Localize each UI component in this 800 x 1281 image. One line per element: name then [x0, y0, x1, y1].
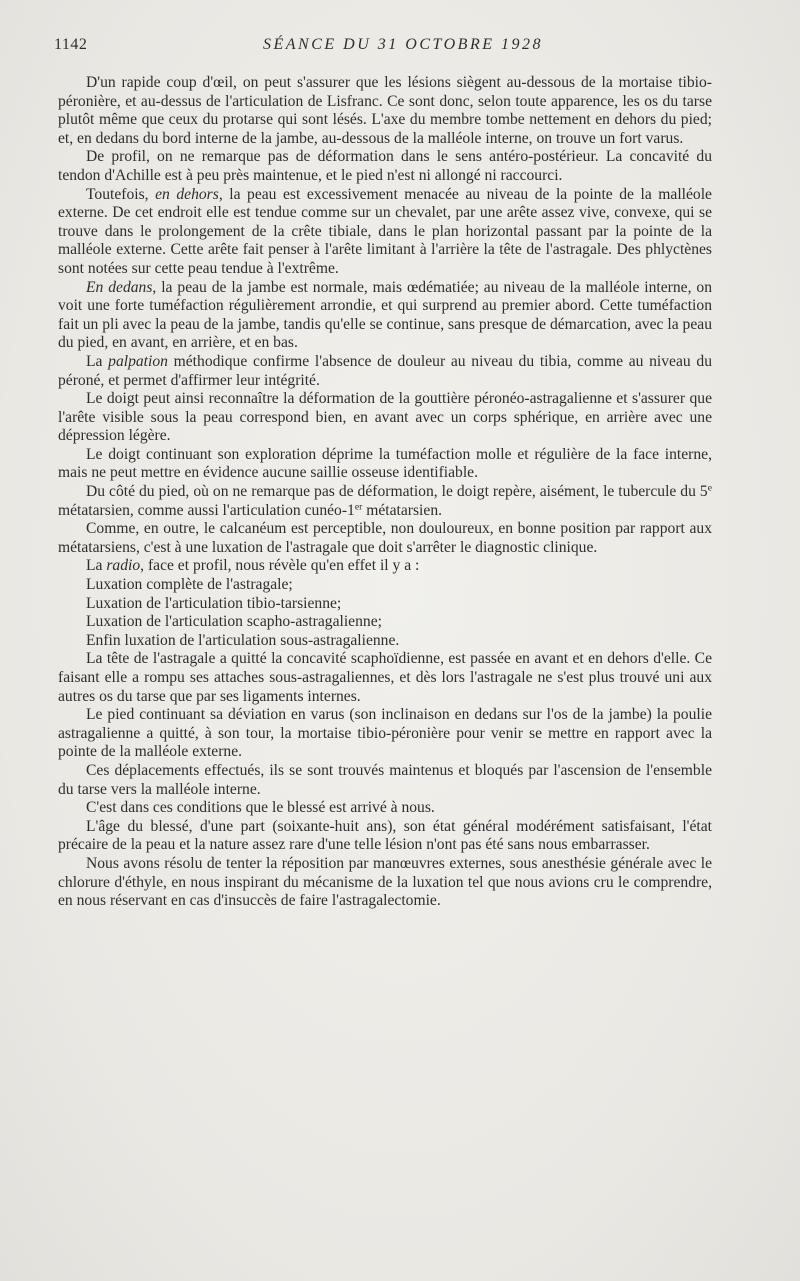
paragraph-text: La tête de l'astragale a quitté la concavité scaphoïdienne, est passée en avant et en dehors d'elle. Ce faisant elle a rompu ses attaches sous-astragaliennes, et dès lors l'astragale ne s'est plus trouvé uni aux autres os du tarse que par ses ligaments internes.	[58, 650, 712, 705]
page-header	[54, 36, 712, 60]
paragraph	[58, 446, 712, 483]
paragraph-text: Comme, en outre, le calcanéum est perceptible, non douloureux, en bonne position par rapport aux métatarsiens, c'est à une luxation de l'astragale que doit s'arrêter le diagnostic clinique.	[58, 520, 712, 556]
paragraph	[58, 74, 712, 148]
paragraph-text: méthodique confirme l'absence de douleur au niveau du tibia, comme au niveau du péroné, et permet d'affirmer leur intégrité.	[58, 352, 712, 389]
paragraph-text: , la peau est excessivement menacée au niveau de la pointe de la malléole externe. De cet endroit elle est tendue comme sur un chevalet, par une arête assez vive, convexe, qui se trouve dans le prolongement de la crête tibiale, dans le plan horizontal passant par la pointe de la malléole externe. Cette arête fait penser à l'arête limitant à l'arrière la tête de l'astragale. Des phlyctènes sont notées sur cette peau tendue à l'extrême.	[58, 185, 712, 277]
superscript: er	[354, 501, 363, 513]
paragraph-text: Nous avons résolu de tenter la réposition par manœuvres externes, sous anesthésie générale avec le chlorure d'éthyle, en nous inspirant du mécanisme de la luxation tel que nous avions cru le comprendre, en nous réservant en cas d'insuccès de faire l'astragalectomie.	[58, 854, 712, 910]
paragraph	[58, 818, 712, 855]
emphasis: En dedans	[86, 278, 153, 296]
paragraph	[58, 520, 712, 557]
paragraph-text: C'est dans ces conditions que le blessé est arrivé à nous.	[86, 799, 435, 817]
paragraph-lead: La	[86, 352, 109, 370]
list-item	[58, 576, 712, 595]
paragraph	[58, 557, 712, 576]
list-item	[58, 632, 712, 651]
body-text	[58, 74, 712, 911]
paragraph-lead: La	[86, 557, 107, 575]
paragraph-text: métatarsien.	[362, 501, 443, 519]
paragraph-text: Ces déplacements effectués, ils se sont trouvés maintenus et bloqués par l'ascension de l'ensemble du tarse vers la malléole interne.	[58, 761, 712, 798]
paragraph-text: , la peau de la jambe est normale, mais œdématiée; au niveau de la malléole interne, on voit une forte tuméfaction régulièrement arrondie, et qui surprend au premier abord. Cette tuméfaction fait un pli avec la peau de la jambe, tandis qu'elle se continue, sans presque de démarcation, avec la peau du pied, en avant, en arrière, et en bas.	[58, 278, 712, 352]
paragraph-text: Enfin luxation de l'articulation sous-astragalienne.	[86, 631, 400, 649]
paragraph	[58, 186, 712, 279]
superscript: e	[707, 482, 712, 494]
paragraph-text: L'âge du blessé, d'une part (soixante-huit ans), son état général modérément satisfaisant, l'état précaire de la peau et la nature assez rare d'une telle lésion n'ont pas été sans nous embarrasser.	[58, 817, 712, 854]
paragraph-text: Luxation complète de l'astragale;	[86, 576, 293, 594]
paragraph-text: Luxation de l'articulation tibio-tarsienne;	[86, 594, 342, 612]
paragraph	[58, 353, 712, 390]
paragraph	[58, 855, 712, 911]
paragraph	[58, 279, 712, 353]
paragraph	[58, 706, 712, 762]
paragraph-text: D'un rapide coup d'œil, on peut s'assurer que les lésions siègent au-dessous de la mortaise tibio-péronière, et au-dessus de l'articulation de Lisfranc. Ce sont donc, selon toute apparence, les os du tarse plutôt même que ceux du protarse qui sont lésés. L'axe du membre tombe nettement en dehors du pied; et, en dedans du bord interne de la jambe, au-dessous de la malléole interne, on trouve un fort varus.	[58, 74, 712, 147]
page-number: 1142	[54, 36, 88, 53]
paragraph-text: , face et profil, nous révèle qu'en effet il y a :	[140, 557, 420, 575]
paragraph	[58, 483, 712, 520]
paragraph-text: Du côté du pied, où on ne remarque pas de déformation, le doigt repère, aisément, le tubercule du 5	[86, 483, 708, 501]
emphasis: palpation	[108, 352, 168, 370]
emphasis: en dehors	[155, 185, 219, 203]
paragraph	[58, 148, 712, 185]
paragraph-lead: Toutefois,	[86, 185, 156, 203]
running-head: SÉANCE DU 31 OCTOBRE 1928	[263, 36, 543, 53]
paragraph-text: Le doigt peut ainsi reconnaître la déformation de la gouttière péronéo-astragalienne et s'assurer que l'arête visible sous la peau correspond bien, en avant avec un corps sphérique, en arrière avec une dépression légère.	[58, 390, 712, 445]
emphasis: radio	[106, 557, 141, 575]
paragraph-text: De profil, on ne remarque pas de déformation dans le sens antéro-postérieur. La concavité du tendon d'Achille est à peu près maintenue, et le pied n'est ni allongé ni raccourci.	[58, 148, 712, 184]
list-item	[58, 613, 712, 632]
list-item	[58, 595, 712, 614]
paragraph-text: Luxation de l'articulation scapho-astragalienne;	[86, 613, 382, 631]
paragraph	[58, 762, 712, 799]
paragraph	[58, 799, 712, 818]
paragraph-text: Le pied continuant sa déviation en varus (son inclinaison en dedans sur l'os de la jambe) la poulie astragalienne a quitté, à son tour, la mortaise tibio-péronière pour venir se mettre en rapport avec la pointe de la malléole externe.	[58, 706, 712, 761]
paragraph	[58, 390, 712, 446]
paragraph	[58, 650, 712, 706]
paragraph-text: Le doigt continuant son exploration déprime la tuméfaction molle et régulière de la face interne, mais ne peut mettre en évidence aucune saillie osseuse identifiable.	[58, 445, 712, 482]
paragraph-text: métatarsien, comme aussi l'articulation cunéo-1	[58, 501, 355, 519]
